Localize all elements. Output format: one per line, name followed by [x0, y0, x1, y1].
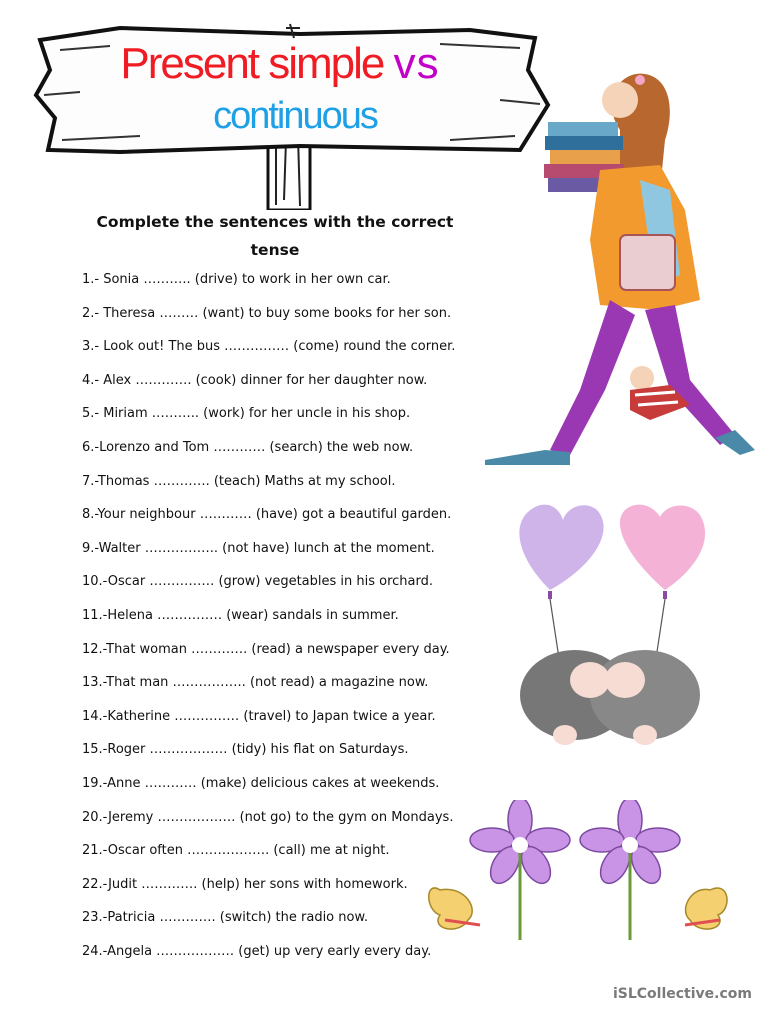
list-item: 12.-That woman …………. (read) a newspaper every day. — [82, 641, 450, 657]
list-item: 9.-Walter …………….. (not have) lunch at the moment. — [82, 540, 435, 556]
list-item: 7.-Thomas …………. (teach) Maths at my school. — [82, 473, 396, 489]
list-item: 19.-Anne ………… (make) delicious cakes at weekends. — [82, 775, 440, 791]
list-item: 8.-Your neighbour ………… (have) got a beautiful garden. — [82, 507, 452, 523]
list-item: 15.-Roger ……………… (tidy) his flat on Saturdays. — [82, 742, 409, 758]
title-part1: Present simple — [120, 39, 384, 88]
list-item: 21.-Oscar often ………………. (call) me at night. — [82, 843, 390, 859]
girl-with-books-icon — [470, 60, 760, 480]
title-part2: continuous — [213, 95, 377, 137]
hedgehogs-with-balloons-icon — [505, 495, 720, 765]
list-item: 4.- Alex …………. (cook) dinner for her daughter now. — [82, 372, 428, 388]
list-item: 1.- Sonia ……….. (drive) to work in her own car. — [82, 272, 391, 287]
list-item: 24.-Angela ……………… (get) up very early every day. — [82, 943, 432, 959]
list-item: 22.-Judit …………. (help) her sons with homework. — [82, 876, 408, 892]
list-item: 11.-Helena …………… (wear) sandals in summer. — [82, 607, 399, 623]
list-item: 6.-Lorenzo and Tom ………… (search) the web now. — [82, 439, 414, 455]
list-item: 10.-Oscar …………… (grow) vegetables in his orchard. — [82, 574, 434, 590]
title-vs: vs — [393, 39, 440, 88]
instructions: Complete the sentences with the correct tense — [96, 213, 454, 259]
footer-watermark: iSLCollective.com — [612, 986, 752, 1002]
list-item: 13.-That man …………….. (not read) a magazine now. — [82, 675, 429, 691]
list-item: 14.-Katherine …………… (travel) to Japan twice a year. — [82, 708, 436, 724]
list-item: 5.- Miriam ……….. (work) for her uncle in his shop. — [82, 406, 411, 422]
list-item: 2.- Theresa ……… (want) to buy some books for her son. — [82, 305, 452, 321]
list-item: 23.-Patricia …………. (switch) the radio now. — [82, 910, 369, 926]
list-item: 20.-Jeremy ……………… (not go) to the gym on Mondays. — [82, 809, 454, 825]
flowers-and-butterflies-icon — [420, 800, 750, 960]
list-item: 3.- Look out! The bus …………… (come) round the corner. — [82, 339, 456, 355]
